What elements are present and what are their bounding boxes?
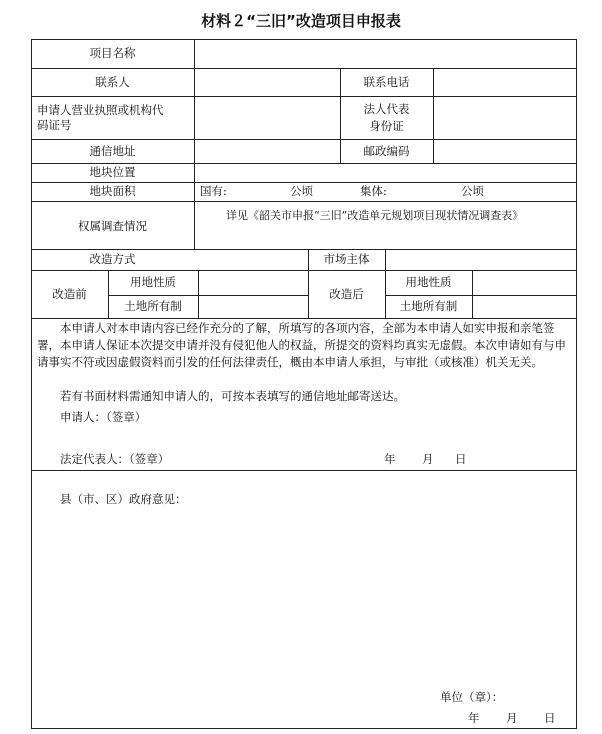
date-day: 日 <box>455 452 467 466</box>
legal-rep-id-label: 法人代表 <box>363 102 410 116</box>
license-code-label-line2: 码证号 <box>37 118 72 132</box>
postcode-label: 邮政编码 <box>363 144 410 158</box>
hectare-unit: 公顷 <box>290 184 313 198</box>
market-entity-label: 市场主体 <box>323 252 370 266</box>
row-divider <box>31 470 577 471</box>
row-divider <box>31 68 577 69</box>
row-divider <box>31 201 577 202</box>
license-code-label: 申请人营业执照或机构代 <box>37 103 164 117</box>
row-divider <box>31 318 577 319</box>
row-divider <box>31 249 577 250</box>
government-opinion-label: 县（市、区）政府意见： <box>60 492 187 506</box>
delivery-note: 若有书面材料需通知申请人的，可按本表填写的通信地址邮寄送达。 <box>60 389 405 403</box>
legal-rep-signature-label: 法定代表人：（签章） <box>60 452 170 466</box>
hectare-unit: 公顷 <box>461 184 484 198</box>
date-month: 月 <box>422 452 434 466</box>
contact-person-label: 联系人 <box>95 75 130 89</box>
row-divider <box>31 139 577 140</box>
row-divider <box>31 270 577 271</box>
ownership-survey-label: 权属调查情况 <box>78 219 147 233</box>
land-ownership-label: 土地所有制 <box>124 299 182 313</box>
column-divider <box>385 249 386 270</box>
renovation-method-label: 改造方式 <box>89 252 136 266</box>
row-divider <box>385 295 577 296</box>
plot-area-label: 地块面积 <box>89 184 136 198</box>
date-year: 年 <box>468 711 480 725</box>
column-divider <box>472 270 473 318</box>
mailing-address-label: 通信地址 <box>89 144 136 158</box>
applicant-signature-label: 申请人：（签章） <box>60 410 147 424</box>
row-divider <box>31 163 577 164</box>
date-month: 月 <box>506 711 518 725</box>
column-divider <box>433 96 434 163</box>
form-title: 材料２“三旧”改造项目申报表 <box>201 12 401 30</box>
row-divider <box>31 96 577 97</box>
project-name-label: 项目名称 <box>89 46 136 60</box>
state-owned-label: 国有: <box>200 184 227 198</box>
contact-phone-label: 联系电话 <box>363 75 410 89</box>
plot-location-label: 地块位置 <box>89 165 136 179</box>
column-divider <box>198 270 199 318</box>
declaration-paragraph: 本申请人对本申请内容已经作充分的了解，所填写的各项内容，全部为本申请人如实申报和亲笔签署，本申请人保证本次提交申请并没有侵犯他人的权益，所提交的资料均真实无虚假。本次申请如有与申请事实不符或因虚假资料而引发的任何法律责任，概由本申请人承担，与审批（或核准）机关无关。 <box>37 321 566 369</box>
land-ownership-label: 土地所有制 <box>399 299 458 313</box>
before-renovation-label: 改造前 <box>52 287 87 301</box>
date-year: 年 <box>384 452 396 466</box>
row-divider <box>108 295 308 296</box>
legal-rep-id-label-line2: 身份证 <box>369 119 404 133</box>
application-form-table <box>31 39 577 729</box>
column-divider <box>433 68 434 96</box>
land-use-label: 用地性质 <box>405 275 452 289</box>
unit-seal-label: 单位（章）： <box>440 690 504 704</box>
after-renovation-label: 改造后 <box>329 287 364 301</box>
collective-label: 集体: <box>360 184 387 198</box>
ownership-survey-value: 详见《韶关市申报“三旧”改造单元规划项目现状情况调查表》 <box>226 209 524 222</box>
row-divider <box>31 182 577 183</box>
land-use-label: 用地性质 <box>130 275 176 289</box>
column-divider <box>194 39 195 249</box>
date-day: 日 <box>544 711 556 725</box>
